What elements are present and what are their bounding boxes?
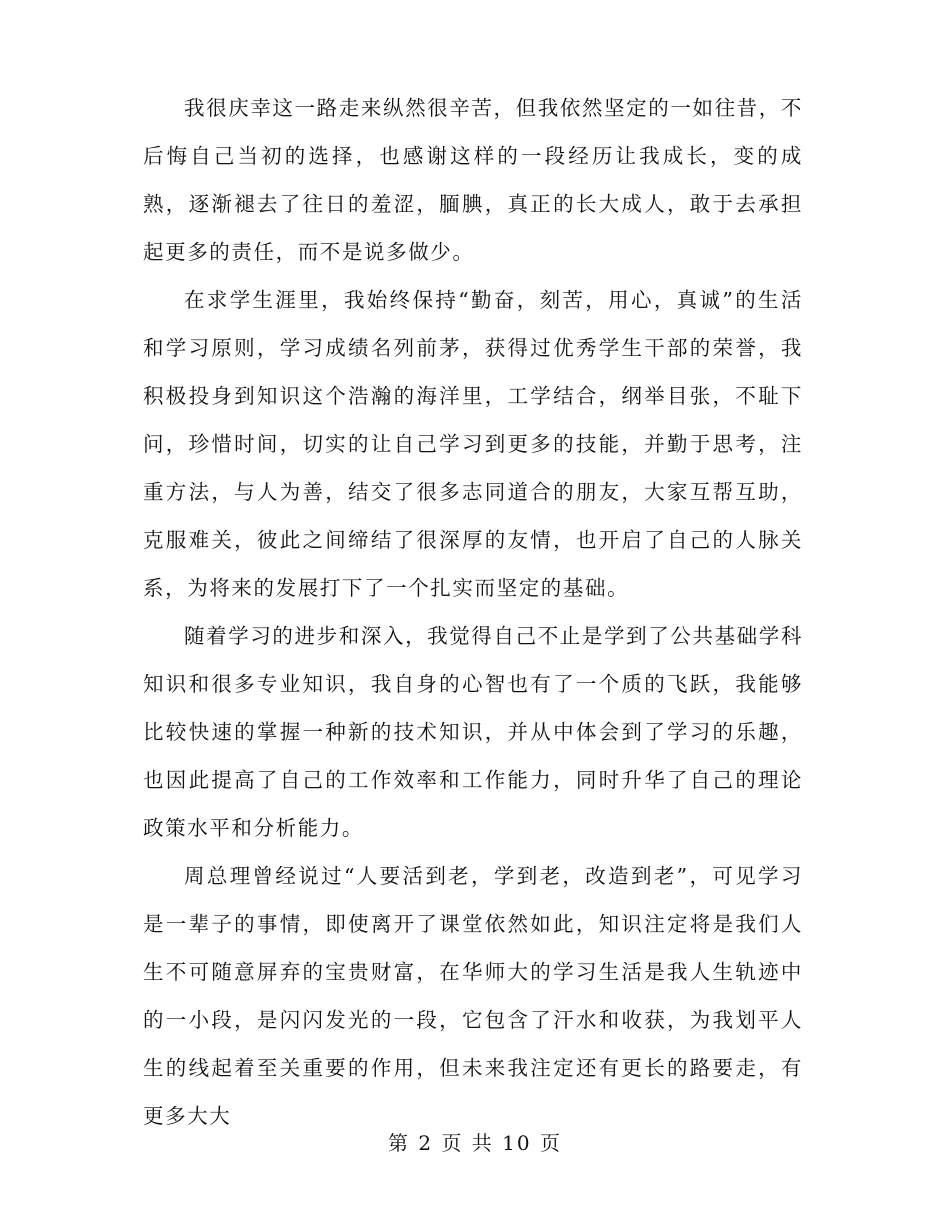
paragraph-4: 周总理曾经说过“人要活到老，学到老，改造到老”，可见学习是一辈子的事情，即使离开了课堂依然如此，知识注定将是我们人生不可随意屏弃的宝贵财富，在华师大的学习生活是我人生轨迹中的一小段，是闪闪发光的一段，它包含了汗水和收获，为我划平人生的线起着至关重要的作用，但未来我注定还有更长的路要走，有更多大大 xyxy=(143,864,803,1128)
paragraph-1: 我很庆幸这一路走来纵然很辛苦，但我依然坚定的一如往昔，不后悔自己当初的选择，也感谢这样的一段经历让我成长，变的成熟，逐渐褪去了往日的羞涩，腼腆，真正的长大成人，敢于去承担起更多的责任，而不是说多做少。 xyxy=(143,96,803,264)
paragraph-3: 随着学习的进步和深入，我觉得自己不止是学到了公共基础学科知识和很多专业知识，我自身的心智也有了一个质的飞跃，我能够比较快速的掌握一种新的技术知识，并从中体会到了学习的乐趣，也因此提高了自己的工作效率和工作能力，同时升华了自己的理论政策水平和分析能力。 xyxy=(143,624,803,840)
paragraph-2: 在求学生涯里，我始终保持“勤奋，刻苦，用心，真诚”的生活和学习原则，学习成绩名列前茅，获得过优秀学生干部的荣誉，我积极投身到知识这个浩瀚的海洋里，工学结合，纲举目张，不耻下问，珍惜时间，切实的让自己学习到更多的技能，并勤于思考，注重方法，与人为善，结交了很多志同道合的朋友，大家互帮互助，克服难关，彼此之间缔结了很深厚的友情，也开启了自己的人脉关系，为将来的发展打下了一个扎实而坚定的基础。 xyxy=(143,288,803,600)
document-body xyxy=(143,84,803,1140)
page-number-footer: 第 2 页 共 10 页 xyxy=(388,1131,562,1155)
